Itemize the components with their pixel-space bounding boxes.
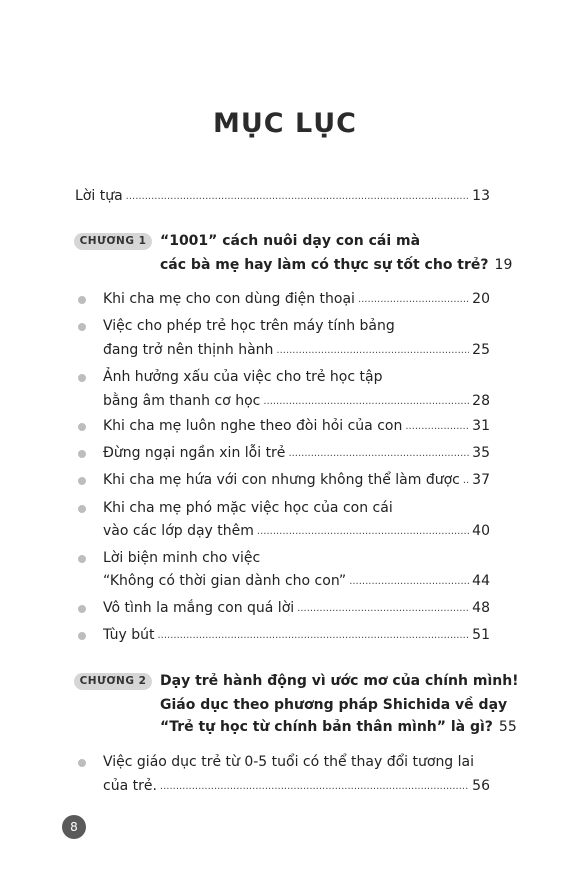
toc-entry-page: 55	[498, 719, 517, 735]
chapter-title-line: Dạy trẻ hành động vì ước mơ của chính mình!	[160, 673, 519, 689]
dot-leader	[463, 470, 469, 492]
toc-entry-page: 19	[494, 257, 513, 273]
toc-entry-page: 48	[472, 600, 490, 616]
bullet-icon	[78, 323, 86, 331]
bullet-icon	[78, 505, 86, 513]
dot-leader	[297, 598, 469, 620]
dot-leader	[358, 289, 469, 311]
chapter-badge: CHƯƠNG 2	[74, 673, 152, 690]
toc-entry[interactable]	[103, 415, 490, 439]
toc-entry-line: Việc giáo dục trẻ từ 0-5 tuổi có thể thay đổi tương lai	[103, 754, 475, 770]
chapter-title-line: “1001” cách nuôi dạy con cái mà	[160, 233, 421, 249]
toc-entry-page: 28	[472, 393, 490, 409]
toc-entry-text: vào các lớp dạy thêm	[103, 523, 254, 539]
dot-leader	[405, 416, 469, 438]
toc-entry-page: 37	[472, 472, 490, 488]
toc-entry-page: 25	[472, 342, 490, 358]
dot-leader	[288, 443, 469, 465]
toc-entry-text: Vô tình la mắng con quá lời	[103, 600, 295, 616]
toc-entry[interactable]	[103, 624, 490, 648]
toc-entry-line: Lời biện minh cho việc	[103, 550, 261, 566]
toc-entry-text: Tùy bút	[103, 627, 155, 643]
toc-entry-page: 51	[472, 627, 490, 643]
bullet-icon	[78, 374, 86, 382]
dot-leader	[276, 340, 469, 362]
toc-entry-text: Lời tựa	[75, 188, 123, 204]
dot-leader	[257, 521, 469, 543]
toc-entry-page: 40	[472, 523, 490, 539]
toc-entry-chapter1[interactable]	[160, 254, 513, 278]
toc-entry-line: Việc cho phép trẻ học trên máy tính bảng	[103, 318, 395, 334]
toc-entry-chapter2[interactable]	[160, 716, 517, 740]
toc-entry[interactable]	[103, 597, 490, 621]
toc-entry-text: của trẻ.	[103, 778, 157, 794]
bullet-icon	[78, 477, 86, 485]
toc-entry-text: Khi cha mẹ hứa với con nhưng không thể làm được	[103, 472, 460, 488]
toc-entry-page: 35	[472, 445, 490, 461]
toc-entry-text: đang trở nên thịnh hành	[103, 342, 274, 358]
toc-entry-page: 20	[472, 291, 490, 307]
toc-entry-text: Đừng ngại ngần xin lỗi trẻ	[103, 445, 286, 461]
bullet-icon	[78, 605, 86, 613]
chapter-title-line: Giáo dục theo phương pháp Shichida về dạy	[160, 697, 508, 713]
toc-entry[interactable]	[103, 775, 490, 799]
dot-leader	[349, 571, 469, 593]
dot-leader	[126, 186, 470, 208]
bullet-icon	[78, 555, 86, 563]
bullet-icon	[78, 759, 86, 767]
toc-entry-text: Khi cha mẹ cho con dùng điện thoại	[103, 291, 355, 307]
toc-entry-page: 31	[472, 418, 490, 434]
toc-entry[interactable]	[103, 469, 490, 493]
dot-leader	[158, 625, 470, 647]
toc-entry-text: “Không có thời gian dành cho con”	[103, 573, 347, 589]
page-title: MỤC LỤC	[213, 108, 357, 139]
dot-leader	[160, 776, 469, 798]
chapter-title-line: “Trẻ tự học từ chính bản thân mình” là gì?	[160, 719, 493, 735]
dot-leader	[263, 391, 469, 413]
toc-entry-page: 44	[472, 573, 490, 589]
toc-entry-preface[interactable]	[75, 185, 490, 209]
bullet-icon	[78, 632, 86, 640]
toc-entry[interactable]	[103, 570, 490, 594]
chapter-badge: CHƯƠNG 1	[74, 233, 152, 250]
page-number: 8	[62, 815, 86, 839]
toc-entry-page: 56	[472, 778, 490, 794]
chapter-title-line: các bà mẹ hay làm có thực sự tốt cho trẻ?	[160, 257, 489, 273]
toc-entry[interactable]	[103, 390, 490, 414]
toc-entry-line: Khi cha mẹ phó mặc việc học của con cái	[103, 500, 393, 516]
toc-entry-line: Ảnh hưởng xấu của việc cho trẻ học tập	[103, 369, 383, 385]
toc-entry-page: 13	[472, 188, 490, 204]
toc-entry[interactable]	[103, 442, 490, 466]
toc-entry[interactable]	[103, 288, 490, 312]
bullet-icon	[78, 450, 86, 458]
bullet-icon	[78, 296, 86, 304]
toc-entry-text: Khi cha mẹ luôn nghe theo đòi hỏi của con	[103, 418, 403, 434]
bullet-icon	[78, 423, 86, 431]
toc-entry[interactable]	[103, 339, 490, 363]
toc-entry-text: bằng âm thanh cơ học	[103, 393, 261, 409]
toc-entry[interactable]	[103, 520, 490, 544]
